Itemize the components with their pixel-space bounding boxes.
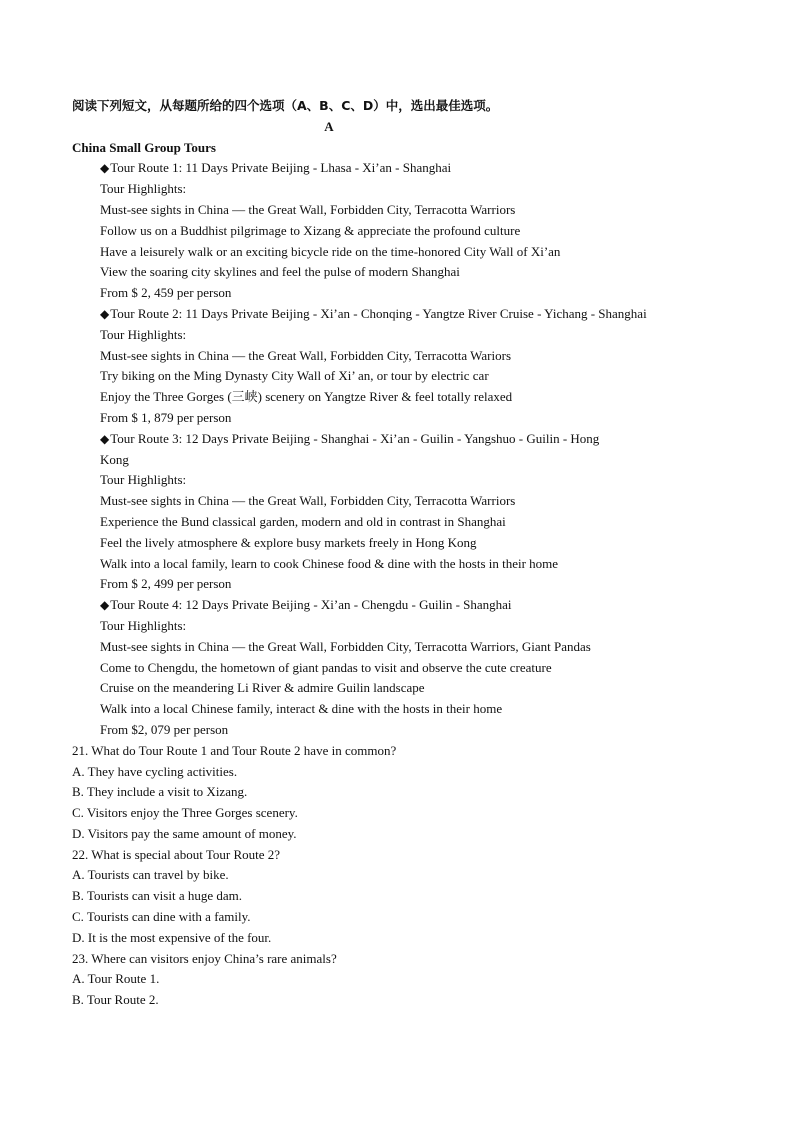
highlight-item: Walk into a local family, learn to cook Chinese food & dine with the hosts in their home <box>100 555 559 571</box>
answer-option-a: A. Tour Route 1. <box>72 971 160 987</box>
route-price: From $2, 079 per person <box>100 721 229 737</box>
tour-route-1 <box>72 158 722 304</box>
highlight-item: Cruise on the meandering Li River & admire Guilin landscape <box>100 680 425 696</box>
route-heading-continuation: Kong <box>100 451 129 467</box>
answer-option-c: C. Tourists can dine with a family. <box>72 909 251 925</box>
tour-route-3 <box>72 429 722 595</box>
answer-option-a: A. Tourists can travel by bike. <box>72 867 229 883</box>
diamond-bullet-icon: ◆ <box>100 431 110 446</box>
highlight-item: Must-see sights in China — the Great Wall, Forbidden City, Terracotta Warriors <box>100 493 516 509</box>
highlight-item: Experience the Bund classical garden, modern and old in contrast in Shanghai <box>100 513 506 529</box>
tour-route-2 <box>72 304 722 429</box>
highlights-label: Tour Highlights: <box>100 617 187 633</box>
highlight-item: Must-see sights in China — the Great Wall, Forbidden City, Terracotta Warriors, Giant Pandas <box>100 638 591 654</box>
route-price: From $ 2, 459 per person <box>100 285 232 301</box>
route-heading-text: Tour Route 1: 11 Days Private Beijing - Lhasa - Xi’an - Shanghai <box>110 160 452 176</box>
route-heading-text: Tour Route 3: 12 Days Private Beijing - Shanghai - Xi’an - Guilin - Yangshuo - Guilin - Hong <box>110 430 600 446</box>
highlight-item: Must-see sights in China — the Great Wall, Forbidden City, Terracotta Warriors <box>100 201 516 217</box>
answer-option-a: A. They have cycling activities. <box>72 763 238 779</box>
route-heading <box>72 595 722 616</box>
answer-option-d: D. Visitors pay the same amount of money. <box>72 825 297 841</box>
question-stem: 23. Where can visitors enjoy China’s rare animals? <box>72 950 337 966</box>
section-label: A <box>324 118 334 134</box>
answer-option-c: C. Visitors enjoy the Three Gorges scenery. <box>72 805 298 821</box>
route-heading-text: Tour Route 4: 12 Days Private Beijing - Xi’an - Chengdu - Guilin - Shanghai <box>110 597 512 613</box>
highlight-item: Feel the lively atmosphere & explore busy markets freely in Hong Kong <box>100 534 477 550</box>
diamond-bullet-icon: ◆ <box>100 598 110 613</box>
passage-title: China Small Group Tours <box>72 139 216 155</box>
diamond-bullet-icon: ◆ <box>100 306 110 321</box>
highlight-item: Try biking on the Ming Dynasty City Wall of Xi’ an, or tour by electric car <box>100 368 489 384</box>
highlight-item: Enjoy the Three Gorges (三峡) scenery on Yangtze River & feel totally relaxed <box>100 389 513 405</box>
route-price: From $ 2, 499 per person <box>100 576 232 592</box>
question-stem: 22. What is special about Tour Route 2? <box>72 846 281 862</box>
highlight-item: Have a leisurely walk or an exciting bicycle ride on the time-honored City Wall of Xi’an <box>100 243 561 259</box>
route-price: From $ 1, 879 per person <box>100 409 232 425</box>
question-stem: 21. What do Tour Route 1 and Tour Route 2 have in common? <box>72 742 397 758</box>
question-22 <box>72 845 722 949</box>
question-21 <box>72 741 722 845</box>
highlights-label: Tour Highlights: <box>100 326 187 342</box>
route-heading <box>72 429 722 450</box>
highlight-item: Come to Chengdu, the hometown of giant pandas to visit and observe the cute creature <box>100 659 552 675</box>
route-heading-text: Tour Route 2: 11 Days Private Beijing - Xi’an - Chonqing - Yangtze River Cruise - Yichang - Shanghai <box>110 305 647 321</box>
route-heading <box>72 304 722 325</box>
highlight-item: View the soaring city skylines and feel the pulse of modern Shanghai <box>100 264 460 280</box>
answer-option-b: B. They include a visit to Xizang. <box>72 784 248 800</box>
highlight-item: Follow us on a Buddhist pilgrimage to Xizang & appreciate the profound culture <box>100 222 521 238</box>
highlight-item: Walk into a local Chinese family, interact & dine with the hosts in their home <box>100 701 503 717</box>
reading-passage <box>72 96 722 1011</box>
tour-route-4 <box>72 595 722 741</box>
instruction-text: 阅读下列短文，从每题所给的四个选项（A、B、C、D）中，选出最佳选项。 <box>72 98 499 113</box>
answer-option-d: D. It is the most expensive of the four. <box>72 929 272 945</box>
answer-option-b: B. Tourists can visit a huge dam. <box>72 888 242 904</box>
highlight-item: Must-see sights in China — the Great Wall, Forbidden City, Terracotta Wariors <box>100 347 511 363</box>
highlights-label: Tour Highlights: <box>100 181 187 197</box>
highlights-label: Tour Highlights: <box>100 472 187 488</box>
route-heading <box>72 158 722 179</box>
answer-option-b: B. Tour Route 2. <box>72 992 159 1008</box>
question-23 <box>72 949 722 1011</box>
diamond-bullet-icon: ◆ <box>100 161 110 176</box>
